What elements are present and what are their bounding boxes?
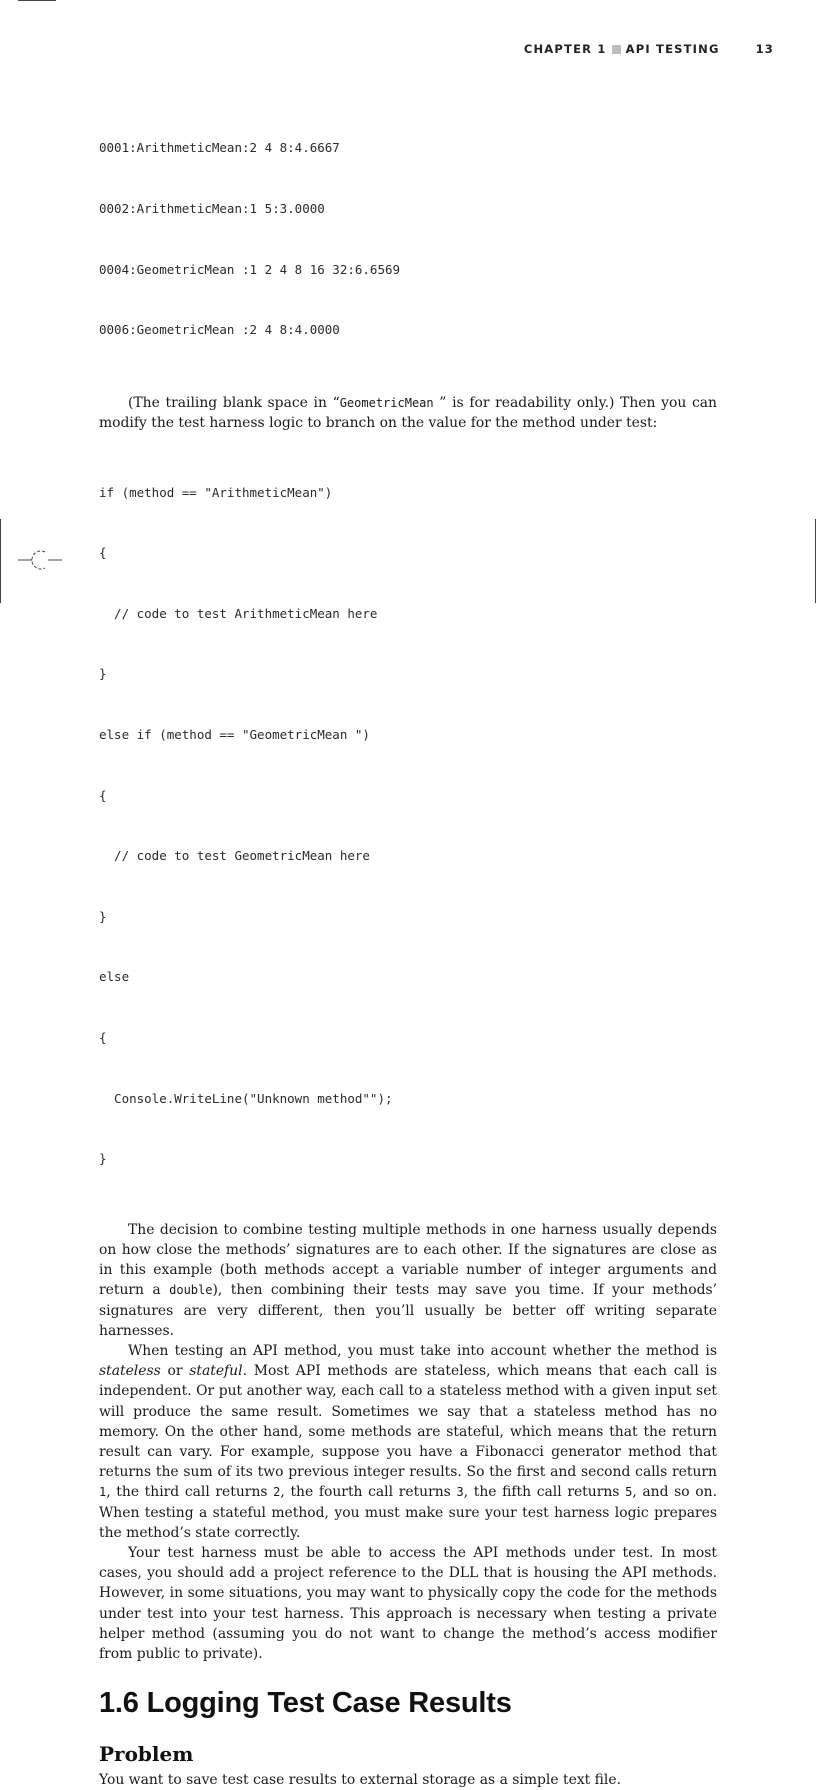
- chapter-title: API TESTING: [625, 42, 720, 56]
- code-line: 0004:GeometricMean :1 2 4 8 16 32:6.6569: [99, 261, 401, 277]
- inline-code: 2: [273, 1485, 281, 1500]
- paragraph-trailing-space: (The trailing blank space in “GeometricMean ” is for readability only.) Then you can modify the test harness logic to branch on the value for the method under test:: [99, 394, 717, 431]
- paragraph-decision: The decision to combine testing multiple methods in one harness usually depends on how close the methods’ signatures are to each other. If the signatures are close as in this example (both methods accept a variable number of integer arguments and return a double), then combining their tests may save you time. If your methods’ signatures are very different, then you’ll usually be better off writing separate harnesses.: [99, 1221, 718, 1339]
- code-line: {: [99, 787, 107, 803]
- code-line: // code to test ArithmeticMean here: [99, 605, 378, 621]
- code-line: else: [99, 969, 130, 985]
- page-body: [99, 98, 717, 1790]
- paragraph-stateless-stateful: When testing an API method, you must take into account whether the method is stateless or stateful. Most API methods are stateless, which means that each call is independent. Or put another way, each call to a stateless method with a given input set will produce the same result. Sometimes we say that a stateless method has no memory. On the other hand, some methods are stateful, which means that the return result can vary. For example, suppose you have a Fibonacci generator method that returns the sum of its two previous integer results. So the first and second calls return 1, the third call returns 2, the fourth call returns 3, the fifth call returns 5, and so on. When testing a stateful method, you must make sure your test harness logic prepares the method’s state correctly.: [99, 1342, 717, 1541]
- code-line: Console.WriteLine("Unknown method"");: [99, 1090, 393, 1106]
- page-number: 13: [755, 42, 774, 56]
- code-line: }: [99, 908, 107, 924]
- code-line: else if (method == "GeometricMean "): [99, 726, 370, 742]
- chapter-label: CHAPTER 1: [523, 42, 607, 56]
- code-line: 0002:ArithmeticMean:1 5:3.0000: [99, 201, 325, 216]
- running-header: [524, 42, 774, 56]
- code-line: 0001:ArithmeticMean:2 4 8:4.6667: [99, 140, 340, 156]
- inline-code: 1: [99, 1485, 107, 1500]
- inline-code: 5: [625, 1485, 633, 1500]
- subsection-heading-problem: Problem: [99, 1742, 194, 1767]
- inline-code: GeometricMean: [339, 395, 434, 410]
- emphasis-stateful: stateful: [189, 1363, 243, 1380]
- emphasis-stateless: stateless: [99, 1363, 161, 1380]
- code-line: if (method == "ArithmeticMean"): [99, 484, 333, 500]
- code-line: {: [99, 1029, 107, 1045]
- code-line: 0006:GeometricMean :2 4 8:4.0000: [99, 322, 340, 338]
- crop-line-top: [18, 0, 56, 1]
- separator-square-icon: [612, 45, 621, 54]
- code-line: // code to test GeometricMean here: [99, 848, 370, 864]
- edge-tick-left: [0, 519, 1, 603]
- crop-mark-icon: [18, 549, 62, 571]
- code-line: {: [99, 545, 107, 561]
- code-block-branch: [99, 442, 717, 1210]
- code-line: }: [99, 666, 107, 682]
- problem-text: You want to save test case results to external storage as a simple text file.: [99, 1772, 621, 1789]
- inline-code: double: [169, 1283, 213, 1298]
- section-heading: 1.6 Logging Test Case Results: [99, 1687, 512, 1720]
- code-block-data-file: [99, 98, 717, 381]
- code-line: }: [99, 1151, 107, 1167]
- inline-code: 3: [456, 1485, 464, 1500]
- paragraph-access: Your test harness must be able to access the API methods under test. In most cases, you should add a project reference to the DLL that is housing the API methods. However, in some situations, you may want to physically copy the code for the methods under test into your test harness. This approach is necessary when testing a private helper method (assuming you do not want to change the method’s access modifier from public to private).: [99, 1544, 717, 1662]
